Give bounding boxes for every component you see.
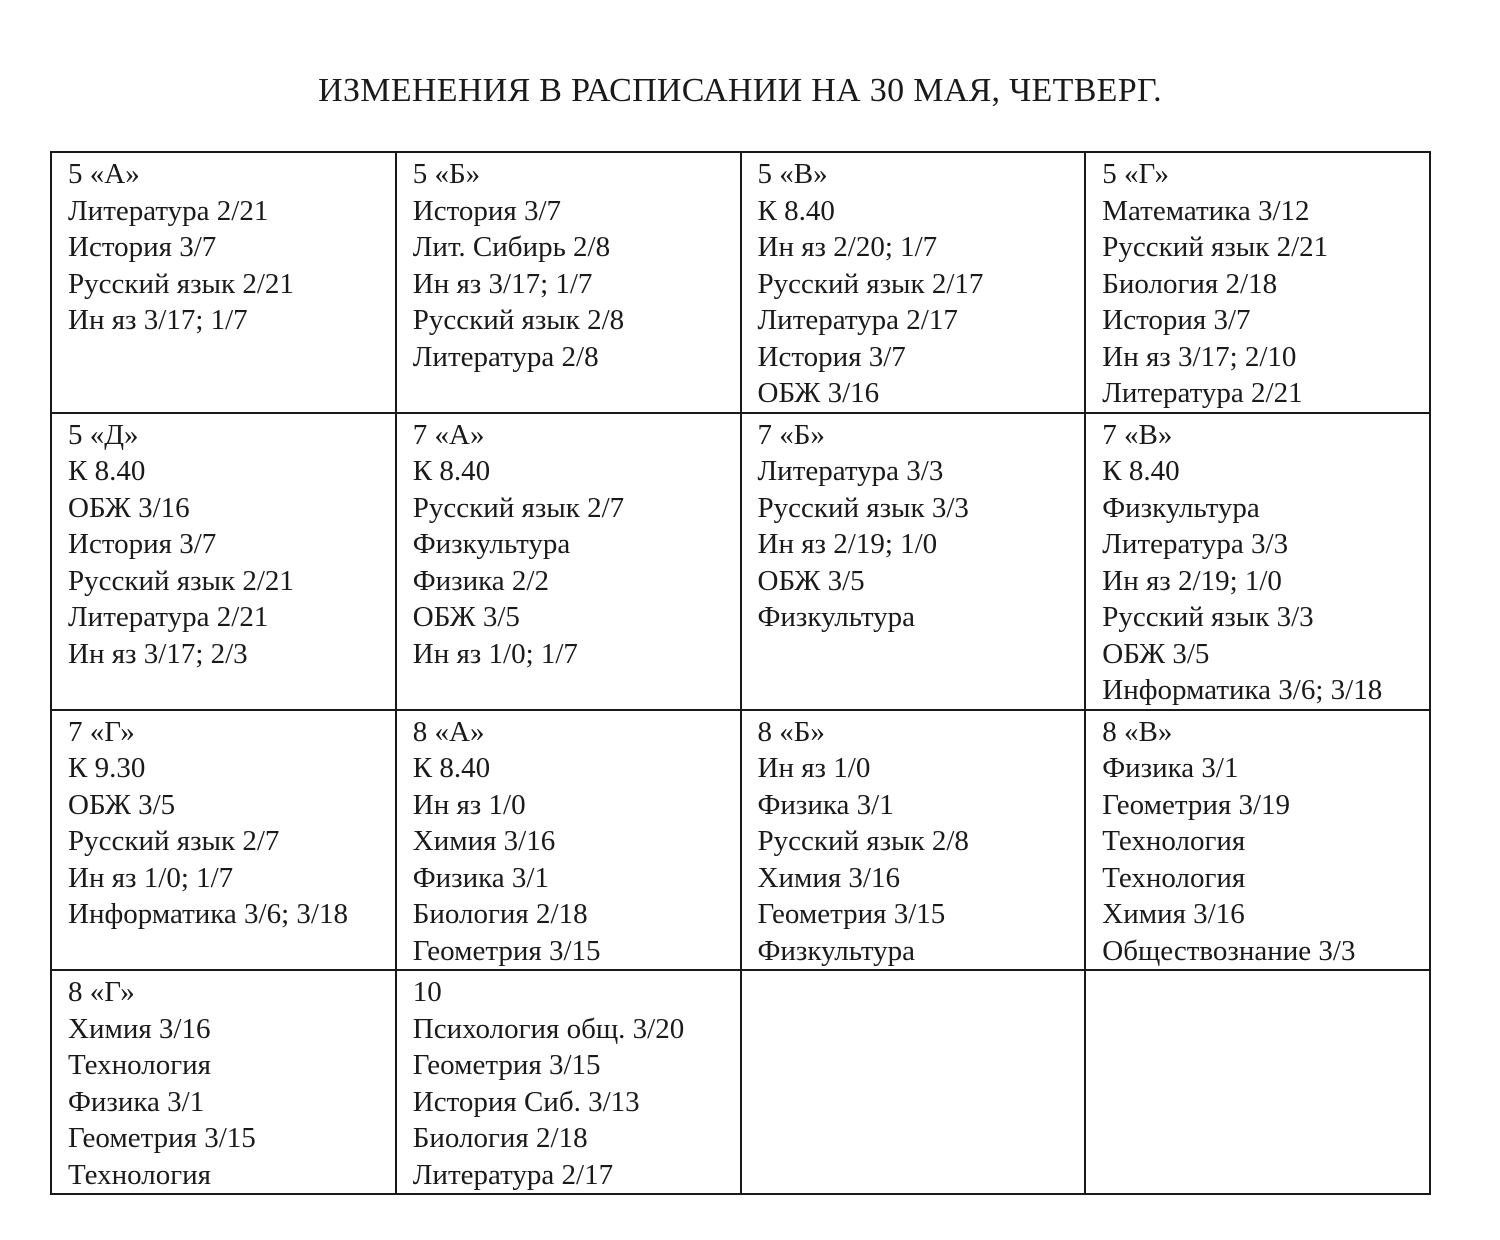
class-name: 8 «Б» bbox=[757, 715, 825, 748]
lesson-entry: Русский язык 2/21 bbox=[68, 267, 294, 300]
class-cell bbox=[741, 710, 1086, 971]
lesson-entry: Русский язык 2/21 bbox=[68, 564, 294, 597]
lesson-entry: Геометрия 3/15 bbox=[757, 898, 946, 930]
class-cell bbox=[396, 152, 741, 413]
class-cell bbox=[396, 710, 741, 971]
lesson-entry: Литература 2/17 bbox=[757, 304, 958, 336]
lesson-entry: Геометрия 3/19 bbox=[1102, 788, 1291, 821]
class-cell bbox=[396, 413, 741, 710]
lesson-entry: Русский язык 2/7 bbox=[412, 491, 625, 524]
lesson-entry: Химия 3/16 bbox=[757, 861, 900, 894]
class-cell bbox=[396, 970, 741, 1194]
class-cell bbox=[1085, 152, 1430, 413]
lesson-entry: К 8.40 bbox=[412, 455, 491, 487]
table-row bbox=[51, 970, 1430, 1194]
class-cell bbox=[1085, 413, 1430, 710]
lesson-entry: Информатика 3/6; 3/18 bbox=[1102, 674, 1383, 706]
schedule-table bbox=[50, 151, 1431, 1195]
lesson-entry: Физкультура bbox=[757, 601, 916, 633]
lesson-entry: История 3/7 bbox=[412, 194, 562, 227]
class-name: 7 «Г» bbox=[68, 715, 135, 748]
lesson-entry: Ин яз 2/20; 1/7 bbox=[757, 231, 938, 263]
lesson-entry: Литература 2/21 bbox=[68, 194, 269, 227]
lesson-entry: Технология bbox=[1102, 825, 1246, 857]
class-cell bbox=[51, 413, 396, 710]
lesson-entry: Биология 2/18 bbox=[412, 1122, 588, 1154]
lesson-entry: Ин яз 3/17; 2/10 bbox=[1102, 340, 1297, 373]
class-cell bbox=[741, 152, 1086, 413]
lesson-entry: История 3/7 bbox=[1102, 304, 1251, 336]
lesson-entry: Русский язык 2/17 bbox=[757, 267, 984, 300]
lesson-entry: К 8.40 bbox=[68, 455, 146, 487]
lesson-entry: Геометрия 3/15 bbox=[412, 1049, 601, 1081]
class-name: 8 «В» bbox=[1102, 715, 1173, 748]
lesson-entry: ОБЖ 3/16 bbox=[68, 491, 190, 524]
lesson-entry: ОБЖ 3/5 bbox=[1102, 637, 1210, 670]
lesson-entry: Ин яз 3/17; 1/7 bbox=[412, 267, 593, 300]
class-name: 8 «А» bbox=[412, 715, 485, 748]
lesson-entry: Ин яз 1/0 bbox=[757, 752, 871, 784]
lesson-entry: Химия 3/16 bbox=[412, 825, 556, 857]
class-name: 5 «Д» bbox=[68, 418, 139, 451]
lesson-entry: ОБЖ 3/5 bbox=[757, 564, 865, 597]
lesson-entry: Ин яз 1/0; 1/7 bbox=[412, 637, 578, 670]
class-name: 5 «А» bbox=[68, 158, 140, 190]
lesson-entry: Физкультура bbox=[1102, 491, 1260, 524]
lesson-entry: Геометрия 3/15 bbox=[68, 1122, 256, 1154]
lesson-entry: Литература 3/3 bbox=[1102, 528, 1289, 560]
class-name: 5 «Г» bbox=[1102, 158, 1170, 190]
lesson-entry: Биология 2/18 bbox=[1102, 267, 1278, 300]
class-name: 7 «Б» bbox=[757, 418, 825, 451]
lesson-entry: Ин яз 1/0 bbox=[412, 788, 526, 821]
class-name: 5 «Б» bbox=[412, 158, 481, 190]
lesson-entry: Литература 2/8 bbox=[412, 340, 599, 373]
lesson-entry: Русский язык 2/7 bbox=[68, 825, 280, 857]
lesson-entry: ОБЖ 3/5 bbox=[68, 788, 176, 821]
lesson-entry: Русский язык 3/3 bbox=[1102, 601, 1314, 633]
lesson-entry: Технология bbox=[68, 1049, 211, 1081]
lesson-entry: Ин яз 1/0; 1/7 bbox=[68, 861, 234, 894]
lesson-entry: ОБЖ 3/16 bbox=[757, 377, 880, 409]
class-name: 8 «Г» bbox=[68, 976, 135, 1008]
lesson-entry: История 3/7 bbox=[68, 231, 217, 263]
lesson-entry: Лит. Сибирь 2/8 bbox=[412, 231, 611, 263]
class-cell bbox=[741, 413, 1086, 710]
lesson-entry: Физика 3/1 bbox=[1102, 752, 1239, 784]
lesson-entry: К 8.40 bbox=[412, 752, 491, 784]
empty-cell bbox=[1085, 970, 1430, 1194]
lesson-entry: Психология общ. 3/20 bbox=[412, 1012, 685, 1045]
lesson-entry: Технология bbox=[1102, 861, 1246, 894]
lesson-entry: ОБЖ 3/5 bbox=[412, 601, 520, 633]
lesson-entry: Химия 3/16 bbox=[1102, 898, 1245, 930]
class-cell bbox=[51, 970, 396, 1194]
page-title: ИЗМЕНЕНИЯ В РАСПИСАНИИ НА 30 МАЯ, ЧЕТВЕРГ. bbox=[318, 72, 1162, 109]
lesson-entry: История 3/7 bbox=[68, 528, 217, 560]
lesson-entry: Физкультура bbox=[412, 528, 571, 560]
lesson-entry: Литература 2/17 bbox=[412, 1158, 614, 1191]
class-cell bbox=[1085, 710, 1430, 971]
lesson-entry: Геометрия 3/15 bbox=[412, 934, 601, 967]
lesson-entry: Физкультура bbox=[757, 934, 916, 967]
lesson-entry: Русский язык 2/8 bbox=[412, 304, 625, 336]
class-name: 10 bbox=[412, 976, 442, 1008]
lesson-entry: Литература 3/3 bbox=[757, 455, 944, 487]
lesson-entry: Ин яз 3/17; 1/7 bbox=[68, 304, 248, 336]
lesson-entry: Математика 3/12 bbox=[1102, 194, 1310, 227]
lesson-entry: Ин яз 2/19; 1/0 bbox=[757, 528, 938, 560]
lesson-entry: Литература 2/21 bbox=[1102, 377, 1303, 409]
table-row bbox=[51, 710, 1430, 971]
lesson-entry: История 3/7 bbox=[757, 340, 906, 373]
lesson-entry: Химия 3/16 bbox=[68, 1012, 211, 1045]
class-name: 5 «В» bbox=[757, 158, 828, 190]
empty-cell bbox=[741, 970, 1086, 1194]
lesson-entry: История Сиб. 3/13 bbox=[412, 1085, 640, 1118]
lesson-entry: Физика 3/1 bbox=[412, 861, 549, 894]
table-row bbox=[51, 152, 1430, 413]
lesson-entry: К 8.40 bbox=[757, 194, 835, 227]
class-cell bbox=[51, 152, 396, 413]
lesson-entry: Ин яз 2/19; 1/0 bbox=[1102, 564, 1282, 597]
lesson-entry: Физика 3/1 bbox=[68, 1085, 205, 1118]
class-name: 7 «В» bbox=[1102, 418, 1173, 451]
lesson-entry: Русский язык 3/3 bbox=[757, 491, 969, 524]
lesson-entry: Технология bbox=[68, 1158, 211, 1191]
lesson-entry: Обществознание 3/3 bbox=[1102, 934, 1356, 967]
lesson-entry: Ин яз 3/17; 2/3 bbox=[68, 637, 248, 670]
lesson-entry: Русский язык 2/8 bbox=[757, 825, 969, 857]
lesson-entry: Физика 2/2 bbox=[412, 564, 549, 597]
class-cell bbox=[51, 710, 396, 971]
lesson-entry: Информатика 3/6; 3/18 bbox=[68, 898, 348, 930]
lesson-entry: Русский язык 2/21 bbox=[1102, 231, 1329, 263]
lesson-entry: Литература 2/21 bbox=[68, 601, 269, 633]
lesson-entry: Биология 2/18 bbox=[412, 898, 588, 930]
lesson-entry: К 9.30 bbox=[68, 752, 146, 784]
table-row bbox=[51, 413, 1430, 710]
class-name: 7 «А» bbox=[412, 418, 485, 451]
lesson-entry: К 8.40 bbox=[1102, 455, 1180, 487]
lesson-entry: Физика 3/1 bbox=[757, 788, 894, 821]
